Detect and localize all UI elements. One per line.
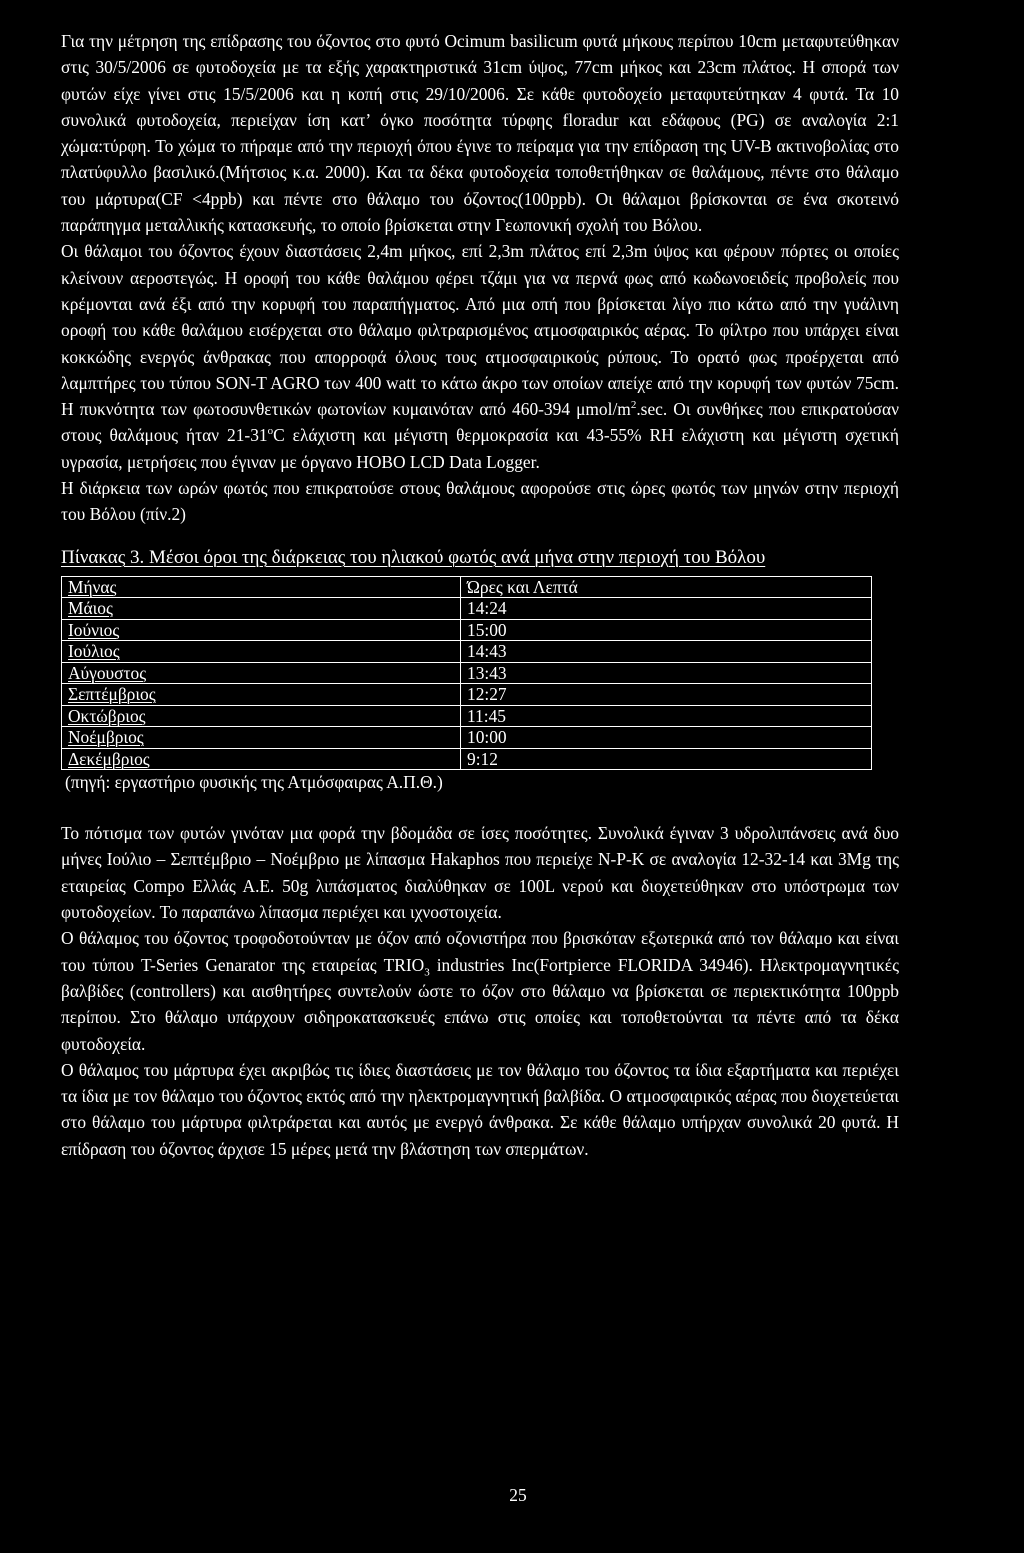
table-header-row (62, 576, 872, 598)
table-row (62, 619, 872, 641)
superscript-2: 2 (630, 399, 637, 412)
ozone-text-1: Ο θάλαμος του όζοντος τροφοδοτούνταν με όζον από οζονιστήρα που βρισκόταν εξωτερικά από τον θάλαμο και είναι του τύπου T-Series Genarator της εταιρείας TRIO (61, 928, 899, 975)
month-cell: Μάιος (62, 598, 461, 620)
table-source: (πηγή: εργαστήριο φυσικής της Ατμόσφαιρας Α.Π.Θ.) (65, 772, 443, 793)
paragraph-control-chamber: Ο θάλαμος του μάρτυρα έχει ακριβώς τις ίδιες διαστάσεις με τον θάλαμο του όζοντος τα ίδια εξαρτήματα και περιέχει τα ίδια με τον θάλαμο του όζοντος εκτός από την ηλεκτρομαγνητική βαλβίδα. Ο ατμοσφαιρικός αέρας που διοχετεύεται στο θάλαμο του μάρτυρα φιλτράρεται και αυτός με ενεργό άνθρακα. Σε κάθε θάλαμο υπήρχαν συνολικά 20 φυτά. Η επίδραση του όζοντος άρχισε 15 μέρες μετά την βλάστηση των σπερμάτων. (61, 1059, 899, 1159)
month-cell: Ιούλιος (62, 641, 461, 663)
hours-cell: 11:45 (461, 705, 872, 727)
header-hours: Ώρες και Λεπτά (461, 576, 872, 598)
chambers-text-1: Οι θάλαμοι του όζοντος έχουν διαστάσεις 2,4m μήκος, επί 2,3m πλάτος επί 2,3m ύψος και φέρουν πόρτες οι οποίες κλείνουν αεροστεγώς. Η οροφή του κάθε θαλάμου φέρει τζάμι για να περνά φως από κωδωνοειδείς προβολείς που κρέμονται ανά έξι από την κορυφή του παραπήγματος. Από μια οπή που βρίσκεται λίγο πιο κάτω από την γυάλινη οροφή του κάθε θαλάμου εισέρχεται στο θάλαμο φιλτραρισμένος ατμοσφαιρικός αέρας. Το φίλτρο που υπάρχει είναι κοκκώδης ενεργός άνθρακας που απορροφά όλους τους ατμοσφαιρικούς ρύπους. Το ορατό φως προέρχεται από λαμπτήρες του τύπου SON-T AGRO των 400 watt το κάτω άκρο των οποίων απείχε από την κορυφή των φυτών 75cm. Η πυκνότητα των φωτοσυνθετικών φωτονίων κυμαινόταν από 460-394 μmol/m (61, 241, 899, 420)
month-cell: Αύγουστος (62, 662, 461, 684)
paragraph-watering: Το πότισμα των φυτών γινόταν μια φορά την βδομάδα σε ίσες ποσότητες. Συνολικά έγιναν 3 υδρολιπάνσεις ανά δυο μήνες Ιούλιο – Σεπτέμβριο – Νοέμβριο με λίπασμα Hakaphos που περιείχε N-P-K σε αναλογία 12-32-14 και 3Mg της εταιρείας Compo Ελλάς Α.Ε. 50g λιπάσματος διαλύθηκαν σε 100L νερού και διοχετεύθηκαν στο υπόστρωμα των φυτοδοχείων. Το παραπάνω λίπασμα περιέχει και ιχνοστοιχεία. (61, 823, 899, 923)
table-row (62, 662, 872, 684)
sunlight-table-wrap (61, 576, 872, 795)
paragraph-light-hours: Η διάρκεια των ωρών φωτός που επικρατούσε στους θαλάμους αφορούσε στις ώρες φωτός των μηνών στην περιοχή του Βόλου (πίν.2) (61, 478, 899, 525)
month-cell: Νοέμβριος (62, 727, 461, 749)
page-number: 25 (509, 1485, 527, 1505)
hours-cell: 13:43 (461, 662, 872, 684)
month-cell: Ιούνιος (62, 619, 461, 641)
paragraph-ozone-chamber (61, 925, 899, 1056)
ozone-text-2: industries Inc(Fortpierce FLORIDA 34946). Ηλεκτρομαγνητικές βαλβίδες (controllers) και αισθητήρες συντελούν ώστε το όζον στο θάλαμο να βρίσκεται σε περιεκτικότητα 100ppb περίπου. Στο θάλαμο υπάρχουν σιδηροκατασκευές επάνω στις οποίες και τοποθετούνται τα πέντε από τα δέκα φυτοδοχεία. (61, 954, 900, 1054)
document-page (61, 28, 899, 1162)
table-row (62, 598, 872, 620)
hours-cell: 10:00 (461, 727, 872, 749)
table-row (62, 684, 872, 706)
hours-cell: 9:12 (461, 748, 872, 770)
hours-cell: 15:00 (461, 619, 872, 641)
paragraph-chambers (61, 238, 899, 475)
month-cell: Οκτώβριος (62, 705, 461, 727)
paragraph-methodology: Για την μέτρηση της επίδρασης του όζοντος στο φυτό Ocimum basilicum φυτά μήκους περίπου 10cm μεταφυτεύθηκαν στις 30/5/2006 σε φυτοδοχεία με τα εξής χαρακτηριστικά 31cm ύψος, 77cm μήκος και 23cm πλάτος. Η σπορά των φυτών είχε γίνει στις 15/5/2006 και η κοπή στις 29/10/2006. Σε κάθε φυτοδοχείο μεταφυτεύτηκαν 4 φυτά. Τα 10 συνολικά φυτοδοχεία, περιείχαν ίση κατ’ όγκο ποσότητα τύρφης floradur και εδάφους (PG) σε αναλογία 2:1 χώμα:τύρφη. Το χώμα το πήραμε από την περιοχή όπου έγινε το πείραμα για την επίδραση της UV-B ακτινοβολίας στο πλατύφυλλο βασιλικό.(Μήτσιος κ.α. 2000). Και τα δέκα φυτοδοχεία τοποθετήθηκαν σε θαλάμους, πέντε στο θάλαμο του μάρτυρα(CF <4ppb) και πέντε στο θάλαμο του όζοντος(100ppb). Οι θάλαμοι βρίσκονται σε ένα σκοτεινό παράπηγμα μεταλλικής κατασκευής, το οποίο βρίσκεται στην Γεωπονική σχολή του Βόλου. (61, 31, 899, 236)
subscript-3: 3 (424, 966, 430, 979)
hours-cell: 12:27 (461, 684, 872, 706)
hours-cell: 14:24 (461, 598, 872, 620)
month-cell: Σεπτέμβριος (62, 684, 461, 706)
sunlight-table (61, 576, 872, 771)
table-row (62, 705, 872, 727)
month-cell: Δεκέμβριος (62, 748, 461, 770)
hours-cell: 14:43 (461, 641, 872, 663)
superscript-degree: o (267, 425, 274, 438)
table-row (62, 748, 872, 770)
table-title: Πίνακας 3. Μέσοι όροι της διάρκειας του ηλιακού φωτός ανά μήνα στην περιοχή του Βόλου (61, 546, 766, 568)
after-table-section (61, 820, 899, 1162)
chambers-text-2: .sec. Οι συνθήκες που επικρατούσαν στους θαλάμους ήταν 21-31 (61, 399, 899, 446)
chambers-text-3: C ελάχιστη και μέγιστη θερμοκρασία και 43-55% RH ελάχιστη και μέγιστη σχετική υγρασία, μετρήσεις που έγιναν με όργανο HOBO LCD Data Logger. (61, 425, 899, 472)
header-month: Μήνας (62, 576, 461, 598)
table-row (62, 727, 872, 749)
table-row (62, 641, 872, 663)
